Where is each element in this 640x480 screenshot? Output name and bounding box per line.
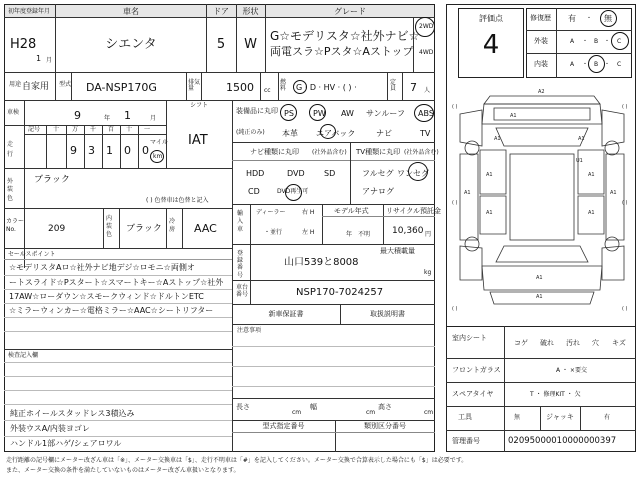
color-no-value: 209 xyxy=(48,224,66,234)
seat-item-2: 汚れ xyxy=(566,339,580,347)
score-label: 評価点 xyxy=(479,14,503,23)
reg-month-unit: 月 xyxy=(46,57,53,64)
dgm-bracket-4: ( ) xyxy=(452,306,458,312)
tv-oneseg: ワンセグ xyxy=(397,169,429,178)
mileage-unit-5: 十 xyxy=(126,126,133,133)
mileage-unit-0: 記号 xyxy=(28,126,41,133)
equip-pw-circle xyxy=(309,104,326,121)
tv-oneseg-circle xyxy=(408,162,428,181)
chassis-value: NSP170-7024257 xyxy=(296,287,384,298)
use-label: 用途 xyxy=(9,81,22,88)
score-value: 4 xyxy=(482,30,500,60)
car-diagram xyxy=(450,84,634,320)
interior-color-label: 内装色 xyxy=(106,215,113,238)
recycle-label: リサイクル預託金 xyxy=(386,207,442,215)
interior-color-value: ブラック xyxy=(126,224,162,234)
equip-ps-circle xyxy=(280,104,297,121)
width-label: 幅 xyxy=(310,403,317,411)
spare-label: スペアタイヤ xyxy=(452,390,494,398)
exterior-c-circle xyxy=(611,32,629,50)
equipment-title: 装備品に丸印 xyxy=(236,107,278,115)
shift-label: シフト xyxy=(190,102,209,109)
recycle-value: 10,360 xyxy=(392,226,424,236)
use-value: 自家用 xyxy=(22,82,50,92)
interior-c: C xyxy=(617,61,622,68)
exterior-eval-label: 外装 xyxy=(534,37,548,45)
height-unit: cm xyxy=(424,409,434,416)
mileage-digit-2: 1 xyxy=(106,144,113,157)
exterior-a: A xyxy=(570,38,575,45)
dgm-label-9: A1 xyxy=(464,190,471,196)
equip-pw: PW xyxy=(313,109,326,118)
interior-a: A xyxy=(570,61,575,68)
windshield-label: フロントガラス xyxy=(452,366,501,374)
import-parallel: ・並行 xyxy=(264,229,283,236)
shaken-month-unit: 月 xyxy=(150,115,157,122)
equip-tv: TV xyxy=(420,129,431,138)
dgm-label-5: A1 xyxy=(486,172,493,178)
aircon-value: AAC xyxy=(194,222,217,235)
sales-line-2: 17AW☆ローダウン☆スモークウィンド☆ドルトンETC xyxy=(9,292,204,301)
dgm-label-10: A1 xyxy=(610,190,617,196)
km-unit: km xyxy=(153,153,163,160)
mileage-label: 走行 xyxy=(7,141,14,158)
warranty-label: 新車保証書 xyxy=(268,310,304,318)
mileage-unit-2: 万 xyxy=(72,126,79,133)
reg-no-value: 山口539と8008 xyxy=(284,257,359,268)
mileage-unit-1: 十 xyxy=(53,126,60,133)
grade-line1: G☆モデリスタ☆社外ナビ☆ xyxy=(270,29,420,43)
model-label: 型式 xyxy=(59,81,72,88)
inspector-line-2: ハンドル1部ハゲ/シェアロワル xyxy=(10,439,122,448)
height-label: 高さ xyxy=(378,403,392,411)
nav-note: (社外品含む) xyxy=(312,149,347,156)
reg-no-label: 登録番号 xyxy=(237,250,244,279)
dgm-bracket-3: ( ) xyxy=(622,200,628,206)
model-value: DA-NSP170G xyxy=(86,81,157,94)
dgm-label-0: A2 xyxy=(538,89,545,95)
equip-aw: AW xyxy=(341,109,354,118)
recycle-unit: 円 xyxy=(425,231,432,238)
reg-year-label: 初年度登録年月 xyxy=(8,8,51,15)
color-no-label: カラーNo. xyxy=(6,218,25,233)
mgmt-value: 02095000010000000397 xyxy=(508,436,617,446)
import-label: 輸入車 xyxy=(237,210,244,233)
equip-navi: ナビ xyxy=(376,129,392,138)
sales-line-0: ☆モデリスタAロ☆社外ナビ地デジ☆ロモニ☆両側オ xyxy=(9,263,195,272)
seat-item-0: コゲ xyxy=(514,339,528,347)
exterior-color-label: 外装色 xyxy=(7,178,14,202)
shaken-month: 1 xyxy=(124,109,131,122)
equip-abs: ABS xyxy=(418,109,434,118)
equip-ps: PS xyxy=(284,109,294,118)
repair-no-circle xyxy=(600,10,617,27)
class-label: 類別区分番号 xyxy=(364,422,406,430)
aircon-label: 冷房 xyxy=(169,218,176,233)
seat-item-1: 破れ xyxy=(540,339,554,347)
fuel-label: 燃料 xyxy=(280,79,287,92)
capacity-value: 7 xyxy=(410,81,417,94)
model-spec-label: 型式指定番号 xyxy=(262,422,305,430)
seat-item-4: キズ xyxy=(612,339,626,347)
nav-dvd-play-circle xyxy=(285,184,302,201)
length-label: 長さ xyxy=(236,403,250,411)
notes-label: 注意事項 xyxy=(237,327,262,334)
repair-label: 修復歴 xyxy=(530,14,551,22)
equipment-subtitle: (純正のみ) xyxy=(236,129,265,136)
inspector-label: 検査記入欄 xyxy=(8,352,39,359)
inspector-line-0: 純正ホイールスタッドレス3積込み xyxy=(10,409,135,418)
grade-line2: 両電スラ☆Pスタ☆Aストップ xyxy=(270,45,414,58)
dgm-label-6: A1 xyxy=(486,210,493,216)
import-dealer: ディーラー xyxy=(256,209,286,216)
reg-month-value: 1 xyxy=(36,54,42,63)
shaken-label: 車検 xyxy=(7,109,20,116)
footer-line1: 走行距離の記号欄にメーター改ざん車は「※」、メーター交換車は「$」、走行不明車は「#」を記入してください。メーター交換で合算表示した場合にも「$」は必要です。 xyxy=(6,457,468,464)
exterior-b: B xyxy=(594,38,599,45)
mileage-digit-0: 9 xyxy=(70,144,77,157)
dgm-label-12: A1 xyxy=(536,294,543,300)
equip-abs-circle xyxy=(414,104,434,122)
max-load-label: 最大積載量 xyxy=(380,247,415,255)
drive-4wd: 4WD xyxy=(419,49,434,56)
door-value: 5 xyxy=(216,37,226,52)
dgm-label-11: A1 xyxy=(536,275,543,281)
dgm-label-8: A1 xyxy=(588,210,595,216)
exterior-c: C xyxy=(617,38,622,45)
mgmt-label: 管理番号 xyxy=(452,437,480,445)
tools-label: 工具 xyxy=(458,413,472,421)
mileage-digit-3: 0 xyxy=(124,144,131,157)
tv-fullseg: フルセグ xyxy=(362,169,394,178)
km-circle xyxy=(150,150,164,163)
dgm-label-7: A1 xyxy=(588,172,595,178)
equip-leather: 本革 xyxy=(282,129,298,138)
repair-yes: 有 xyxy=(568,14,576,23)
capacity-label: 定員 xyxy=(390,79,397,92)
reg-year-value: H28 xyxy=(10,37,37,52)
equip-airbag: エアバック xyxy=(316,129,356,138)
drive-2wd-circle xyxy=(415,17,435,37)
seat-label: 室内シート xyxy=(452,334,487,342)
sales-line-3: ☆ミラーウィンカー☆電格ミラー☆AAC☆シートリフター xyxy=(9,306,214,315)
length-unit: cm xyxy=(292,409,302,416)
dgm-label-4: U1 xyxy=(576,158,583,164)
shape-value: W xyxy=(244,37,257,52)
cc-unit: cc xyxy=(264,87,271,94)
mileage-digit-4: 0 xyxy=(142,144,149,157)
fuel-g-circle xyxy=(293,80,307,94)
mileage-digit-1: 3 xyxy=(88,144,95,157)
sales-points-label: セールスポイント xyxy=(8,251,56,258)
shift-value: IAT xyxy=(188,133,208,148)
seat-item-3: 穴 xyxy=(592,339,599,347)
tools-value: 無 xyxy=(514,414,521,421)
dgm-label-1: A1 xyxy=(510,113,517,119)
car-name-label: 車名 xyxy=(123,7,139,16)
windshield-options: A ・ ×要交 xyxy=(556,367,587,374)
capacity-unit: 人 xyxy=(424,87,431,94)
chassis-label: 車台番号 xyxy=(236,284,249,299)
tv-analog: アナログ xyxy=(362,187,394,196)
fuel-options: G · D · HV · ( ) · xyxy=(296,83,357,92)
spare-options: T ・ 修理KIT ・ 欠 xyxy=(530,391,581,398)
nav-hdd: HDD xyxy=(246,169,265,178)
exterior-color-value: ブラック xyxy=(34,175,70,185)
mile-unit: マイル xyxy=(150,139,168,146)
sales-line-1: ートスライド☆Pスタート☆スマートキー☆Aストップ☆社外 xyxy=(9,278,224,287)
mileage-unit-4: 百 xyxy=(108,126,115,133)
repair-no: 無 xyxy=(604,14,612,23)
interior-eval-label: 内装 xyxy=(534,60,548,68)
dgm-bracket-5: ( ) xyxy=(622,306,628,312)
model-year-value: 年 不明 xyxy=(346,231,371,238)
model-year-label: モデル年式 xyxy=(334,207,369,215)
shaken-year: 9 xyxy=(74,109,81,122)
jack-value: 有 xyxy=(604,414,611,421)
tv-title: TV種類に丸印 xyxy=(356,148,401,156)
mileage-unit-6: 一 xyxy=(144,126,151,133)
dgm-bracket-0: ( ) xyxy=(452,104,458,110)
nav-dvd-play: DVD再生可 xyxy=(277,188,309,195)
nav-title: ナビ種類に丸印 xyxy=(250,148,299,156)
grade-label: グレード xyxy=(334,7,366,16)
dgm-label-3: A1 xyxy=(578,136,585,142)
jack-label: ジャッキ xyxy=(546,413,574,421)
mileage-unit-3: 千 xyxy=(90,126,97,133)
shaken-year-unit: 年 xyxy=(104,115,111,122)
nav-sd: SD xyxy=(324,169,336,178)
interior-b: B xyxy=(594,61,599,68)
dgm-bracket-2: ( ) xyxy=(452,200,458,206)
max-load-unit: kg xyxy=(424,269,432,276)
tv-note: (社外品含む) xyxy=(404,149,439,156)
displacement-label: 排気量 xyxy=(188,79,201,92)
dgm-label-2: A1 xyxy=(494,136,501,142)
footer-line2: また、メーター交換の条件を満たしていないものはメーター改ざん車扱いとなります。 xyxy=(6,467,240,474)
dgm-bracket-1: ( ) xyxy=(622,104,628,110)
car-name-value: シエンタ xyxy=(105,37,157,52)
manual-label: 取扱説明書 xyxy=(370,310,405,318)
nav-dvd: DVD xyxy=(287,169,305,178)
import-left-handle: 左 H xyxy=(302,229,315,236)
exterior-color-note: ( ) 色替車は色替と記入 xyxy=(146,197,209,204)
equip-sunroof: サンルーフ xyxy=(366,109,405,118)
equip-airbag-circle xyxy=(320,124,336,139)
drive-2wd: 2WD xyxy=(419,23,434,30)
interior-b-circle xyxy=(588,55,605,73)
width-unit: cm xyxy=(366,409,376,416)
inspector-line-1: 外装ウスA/内装ヨゴレ xyxy=(10,424,90,433)
door-label: ドア xyxy=(213,7,229,16)
displacement-value: 1500 xyxy=(226,81,254,94)
import-right-handle: 右 H xyxy=(302,209,315,216)
shape-label: 形状 xyxy=(242,7,259,16)
nav-cd: CD xyxy=(248,187,260,196)
